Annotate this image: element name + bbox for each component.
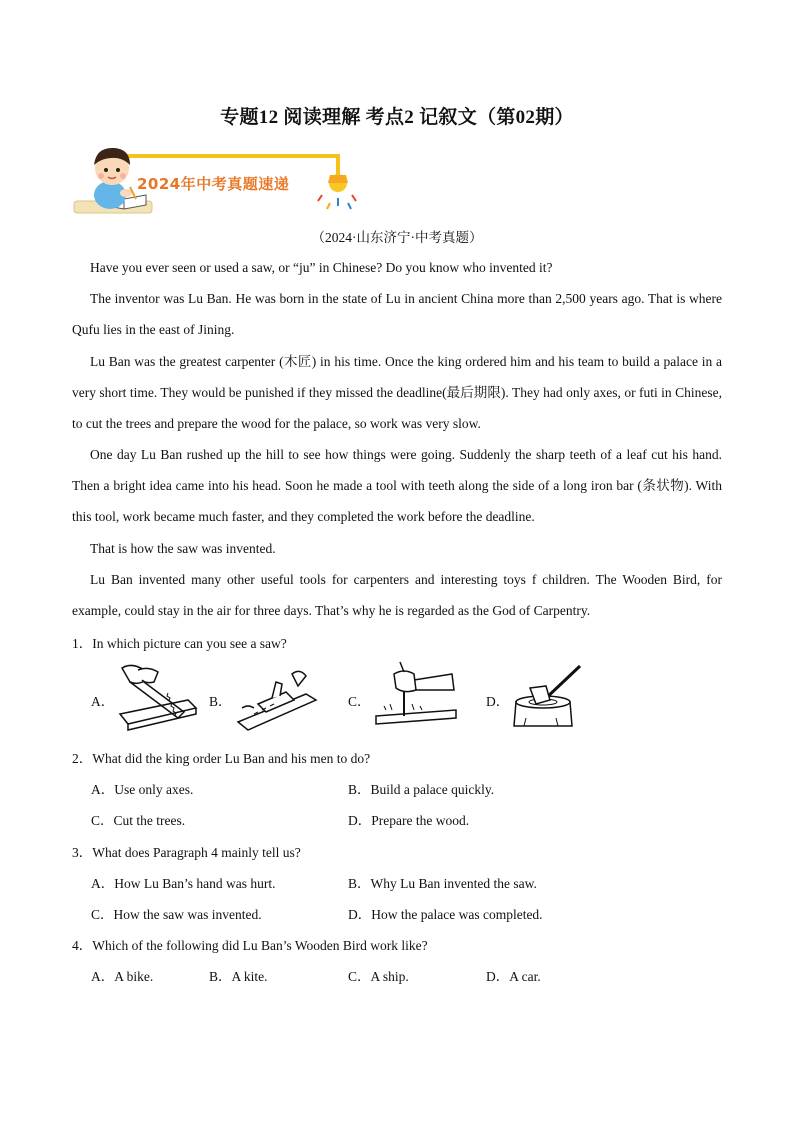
question-4-option-d[interactable]: D．A car. bbox=[486, 969, 541, 984]
question-4-stem: 4．Which of the following did Lu Ban’s Wooden Bird work like? bbox=[72, 938, 428, 953]
question-1-option-a[interactable]: A． bbox=[91, 694, 115, 709]
passage-paragraph-2: The inventor was Lu Ban. He was born in the state of Lu in ancient China more than 2,500 years ago. That is where Qufu lies in the east of Jining. bbox=[72, 291, 722, 337]
question-3-stem: 3．What does Paragraph 4 mainly tell us? bbox=[72, 845, 301, 860]
question-3-option-a[interactable]: A．How Lu Ban’s hand was hurt. bbox=[91, 876, 276, 891]
page-title: 专题12 阅读理解 考点2 记叙文（第02期） bbox=[220, 107, 574, 128]
question-1-option-d[interactable]: D． bbox=[486, 694, 510, 709]
passage-paragraph-5: That is how the saw was invented. bbox=[90, 541, 276, 556]
question-3-option-d[interactable]: D．How the palace was completed. bbox=[348, 907, 543, 922]
question-1-option-b[interactable]: B． bbox=[209, 694, 232, 709]
axe-picture bbox=[510, 664, 586, 730]
question-1-stem: 1．In which picture can you see a saw? bbox=[72, 636, 287, 651]
question-3-option-c[interactable]: C．How the saw was invented. bbox=[91, 907, 262, 922]
question-2-option-a[interactable]: A．Use only axes. bbox=[91, 782, 194, 797]
question-2-stem: 2．What did the king order Lu Ban and his men to do? bbox=[72, 751, 371, 766]
question-2-option-d[interactable]: D．Prepare the wood. bbox=[348, 813, 470, 828]
question-4-option-c[interactable]: C．A ship. bbox=[348, 969, 409, 984]
question-4-option-a[interactable]: A．A bike. bbox=[91, 969, 154, 984]
question-4-option-b[interactable]: B．A kite. bbox=[209, 969, 268, 984]
banner-title: 2024年中考真题速递 bbox=[137, 175, 290, 193]
passage-paragraph-4: One day Lu Ban rushed up the hill to see how things were going. Suddenly the sharp teeth of a leaf cut his hand. Then a bright idea came into his head. Soon he made a tool with teeth along the side of a long iron bar (条状物). With this tool, work became much faster, and they completed the work before the deadline. bbox=[72, 447, 722, 524]
passage-paragraph-6: Lu Ban invented many other useful tools for carpenters and interesting toys f children. The Wooden Bird, for example, could stay in the air for three days. That’s why he is regarded as the God of Carpentry. bbox=[72, 572, 722, 618]
saw-picture bbox=[118, 662, 200, 732]
plane-picture bbox=[236, 664, 320, 734]
question-2-option-b[interactable]: B．Build a palace quickly. bbox=[348, 782, 495, 797]
question-2-option-c[interactable]: C．Cut the trees. bbox=[91, 813, 186, 828]
question-3-option-b[interactable]: B．Why Lu Ban invented the saw. bbox=[348, 876, 537, 891]
source-line: （2024·山东济宁·中考真题） bbox=[311, 230, 483, 245]
passage-paragraph-1: Have you ever seen or used a saw, or “ju” in Chinese? Do you know who invented it? bbox=[90, 260, 553, 275]
question-1-option-c[interactable]: C． bbox=[348, 694, 371, 709]
passage-paragraph-3: Lu Ban was the greatest carpenter (木匠) in his time. Once the king ordered him and his team to build a palace in a very short time. They would be punished if they missed the deadline(最后期限). They had only axes, or futi in Chinese, to cut the trees and prepare the wood for the palace, so work was very slow. bbox=[72, 354, 722, 431]
chisel-picture bbox=[374, 660, 458, 734]
